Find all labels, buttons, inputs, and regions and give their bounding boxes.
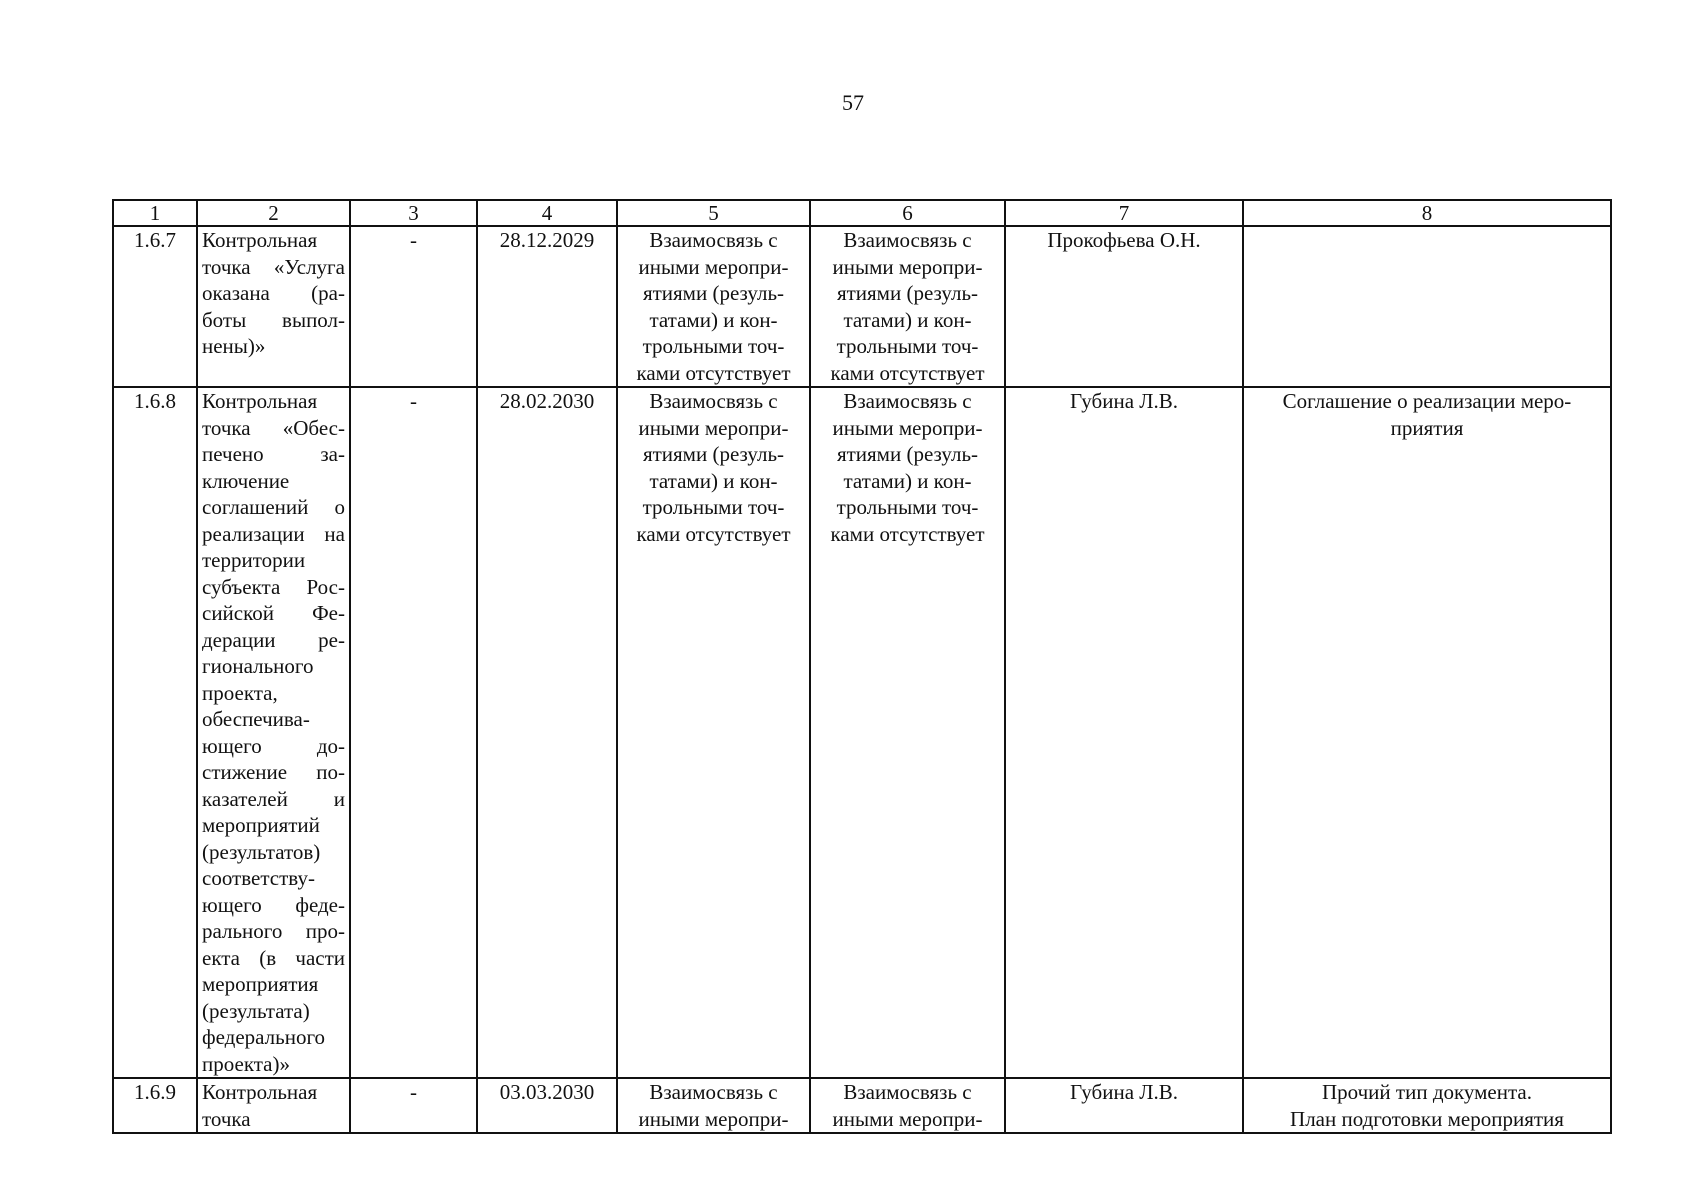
row-number: 1.6.7 — [134, 228, 176, 252]
relation-line: иными меропри- — [832, 254, 983, 279]
col3-value: - — [410, 1080, 417, 1104]
relation-col5-cell — [617, 387, 810, 1078]
relation-col6-cell — [810, 387, 1005, 1078]
row-name-line: гионального — [202, 654, 314, 678]
relation-line: ками отсутствует — [830, 521, 985, 546]
relation-line: татами) и кон- — [649, 468, 778, 493]
header-col-7: 7 — [1005, 200, 1243, 226]
header-row — [113, 200, 1611, 226]
relation-line: трольными точ- — [642, 495, 785, 519]
col3-value: - — [410, 228, 417, 252]
row-name-line: оказана (ра- — [202, 281, 345, 305]
date-value: 28.02.2030 — [499, 389, 595, 413]
relation-line: ятиями (резуль- — [642, 442, 785, 466]
page-number: 57 — [842, 90, 864, 115]
relation-line: Взаимосвязь с — [649, 389, 778, 413]
document-cell — [1243, 1078, 1611, 1133]
row-name-line: ключение — [202, 468, 290, 493]
relation-line: иными меропри- — [832, 1106, 983, 1131]
relation-line: Взаимосвязь с — [649, 228, 778, 252]
row-name-line: дерации ре- — [202, 627, 345, 652]
document-cell — [1243, 387, 1611, 1078]
plan-table — [112, 199, 1612, 1134]
row-number-cell — [113, 226, 197, 387]
relation-line: Взаимосвязь с — [649, 1080, 778, 1104]
row-number: 1.6.8 — [134, 389, 176, 413]
relation-line: ками отсутствует — [830, 360, 985, 385]
row-name-cell — [197, 1078, 350, 1133]
row-name-line: казателей и — [202, 786, 345, 811]
header-col-3: 3 — [350, 200, 477, 226]
row-name-line: территории — [202, 548, 306, 572]
header-col-6: 6 — [810, 200, 1005, 226]
responsible-cell — [1005, 226, 1243, 387]
row-name-line: печено за- — [202, 442, 345, 466]
relation-col6-cell — [810, 1078, 1005, 1133]
relation-line: Взаимосвязь с — [843, 228, 972, 252]
row-name-line: Контрольная — [202, 389, 318, 413]
header-col-8: 8 — [1243, 200, 1611, 226]
row-name-line: (результатов) — [202, 839, 321, 864]
row-name-line: проекта)» — [202, 1051, 290, 1076]
relation-line: иными меропри- — [638, 1106, 789, 1131]
document-line: приятия — [1390, 415, 1464, 440]
relation-line: ятиями (резуль- — [836, 442, 979, 466]
row-name-line: боты выпол- — [202, 307, 345, 332]
relation-line: татами) и кон- — [649, 307, 778, 332]
row-name-line: точка — [202, 1106, 251, 1131]
row-name-line: точка «Обес- — [202, 415, 345, 440]
relation-line: татами) и кон- — [843, 307, 972, 332]
row-name-line: ющего до- — [202, 733, 345, 758]
header-col-2: 2 — [197, 200, 350, 226]
date-cell — [477, 226, 617, 387]
document-line: План подготовки мероприятия — [1290, 1106, 1564, 1131]
row-name-line: соглашений о — [202, 495, 345, 519]
col3-cell — [350, 1078, 477, 1133]
relation-line: ятиями (резуль- — [836, 281, 979, 305]
document-line: Соглашение о реализации меро- — [1282, 389, 1572, 413]
row-name-line: стижение по- — [202, 760, 345, 784]
relation-line: иными меропри- — [832, 415, 983, 440]
col3-value: - — [410, 389, 417, 413]
responsible-name: Губина Л.В. — [1069, 389, 1179, 413]
responsible-name: Прокофьева О.Н. — [1047, 228, 1201, 252]
table-body — [113, 226, 1611, 1133]
table-row — [113, 226, 1611, 387]
responsible-cell — [1005, 1078, 1243, 1133]
row-name-line: мероприятия — [202, 972, 319, 996]
row-name-line: обеспечива- — [202, 707, 310, 731]
row-number: 1.6.9 — [134, 1080, 176, 1104]
table-row — [113, 1078, 1611, 1133]
document-cell — [1243, 226, 1611, 387]
row-name-line: мероприятий — [202, 813, 320, 837]
date-value: 03.03.2030 — [499, 1080, 595, 1104]
row-name-line: нены)» — [202, 334, 266, 358]
row-number-cell — [113, 1078, 197, 1133]
header-col-4: 4 — [477, 200, 617, 226]
relation-line: татами) и кон- — [843, 468, 972, 493]
relation-line: ками отсутствует — [636, 521, 791, 546]
col3-cell — [350, 226, 477, 387]
relation-col6-cell — [810, 226, 1005, 387]
responsible-name: Губина Л.В. — [1069, 1080, 1179, 1104]
col3-cell — [350, 387, 477, 1078]
relation-line: трольными точ- — [836, 334, 979, 358]
row-number-cell — [113, 387, 197, 1078]
relation-line: трольными точ- — [642, 334, 785, 358]
relation-line: Взаимосвязь с — [843, 1080, 972, 1104]
row-name-line: проекта, — [202, 680, 278, 705]
relation-line: ками отсутствует — [636, 360, 791, 385]
relation-col5-cell — [617, 1078, 810, 1133]
row-name-line: рального про- — [202, 919, 345, 943]
row-name-line: ющего феде- — [202, 892, 345, 917]
header-col-5: 5 — [617, 200, 810, 226]
date-cell — [477, 1078, 617, 1133]
table-row — [113, 387, 1611, 1078]
row-name-line: реализации на — [202, 521, 345, 546]
header-col-1: 1 — [113, 200, 197, 226]
row-name-line: точка «Услуга — [202, 254, 345, 279]
date-value: 28.12.2029 — [499, 228, 595, 252]
document-line: Прочий тип документа. — [1322, 1080, 1532, 1104]
relation-col5-cell — [617, 226, 810, 387]
row-name-line: субъекта Рос- — [202, 574, 345, 599]
responsible-cell — [1005, 387, 1243, 1078]
relation-line: трольными точ- — [836, 495, 979, 519]
relation-line: Взаимосвязь с — [843, 389, 972, 413]
row-name-cell — [197, 387, 350, 1078]
relation-line: ятиями (резуль- — [642, 281, 785, 305]
row-name-line: сийской Фе- — [202, 601, 345, 625]
relation-line: иными меропри- — [638, 415, 789, 440]
row-name-line: федерального — [202, 1025, 326, 1049]
row-name-line: (результата) — [202, 998, 310, 1023]
row-name-line: Контрольная — [202, 1080, 318, 1104]
date-cell — [477, 387, 617, 1078]
relation-line: иными меропри- — [638, 254, 789, 279]
row-name-line: Контрольная — [202, 228, 318, 252]
row-name-cell — [197, 226, 350, 387]
row-name-line: соответству- — [202, 866, 315, 890]
row-name-line: екта (в части — [202, 945, 345, 970]
